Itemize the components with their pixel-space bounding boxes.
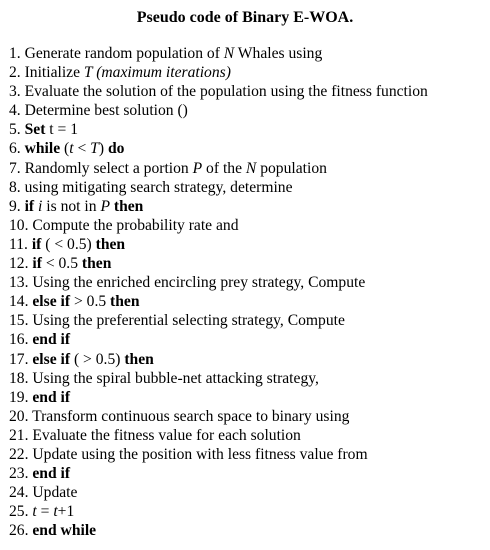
line-text: 24. Update xyxy=(9,484,78,502)
pseudocode-line-8 xyxy=(9,178,490,197)
keyword: end if xyxy=(32,465,71,483)
pseudocode-line-12 xyxy=(9,254,490,273)
pseudocode-line-26 xyxy=(9,521,490,540)
pseudocode-line-7 xyxy=(9,159,490,178)
line-text: 21. Evaluate the fitness value for each solution xyxy=(9,426,301,444)
pseudocode-line-9 xyxy=(9,197,490,216)
pseudocode-line-6 xyxy=(9,139,490,158)
math-symbol: T xyxy=(90,140,99,158)
line-text: 18. Using the spiral bubble-net attacking strategy, xyxy=(9,369,319,387)
math-symbol: t xyxy=(53,503,58,521)
math-symbol: t xyxy=(69,140,74,158)
line-text: 10. Compute the probability rate and xyxy=(9,216,239,234)
keyword: then xyxy=(95,235,126,253)
line-text: 6. xyxy=(9,140,25,158)
line-text: 22. Update using the position with less fitness value from xyxy=(9,445,368,463)
line-text: t = 1 xyxy=(45,121,79,139)
keyword: then xyxy=(124,350,154,368)
keyword: if xyxy=(31,235,42,253)
line-text: 1. Generate random population of xyxy=(9,45,224,62)
keyword: else if xyxy=(32,293,71,311)
line-text: 23. xyxy=(9,465,33,483)
keyword: then xyxy=(110,293,140,311)
line-text: 11. xyxy=(9,235,32,253)
pseudocode-line-16 xyxy=(9,330,490,349)
pseudocode-line-21 xyxy=(9,426,490,445)
pseudocode-line-10 xyxy=(9,216,490,235)
line-text: 7. Randomly select a portion xyxy=(9,159,193,177)
keyword: end if xyxy=(32,388,71,406)
line-text: 17. xyxy=(9,350,33,368)
line-text: ( < 0.5) xyxy=(41,235,96,253)
line-text: 9. xyxy=(9,197,25,215)
line-text: 16. xyxy=(9,331,33,349)
line-text: 12. xyxy=(9,255,33,273)
line-text: of the xyxy=(202,159,246,177)
keyword: end if xyxy=(32,331,71,349)
keyword: end while xyxy=(32,522,97,540)
pseudocode-line-24 xyxy=(9,483,490,502)
line-text: ( xyxy=(60,140,70,158)
pseudocode-line-20 xyxy=(9,407,490,426)
math-symbol: i xyxy=(38,197,43,215)
math-symbol: N xyxy=(245,159,257,177)
keyword: if xyxy=(32,255,42,273)
math-symbol: N xyxy=(223,45,235,62)
line-text: < 0.5 xyxy=(41,255,82,273)
keyword: if xyxy=(24,197,35,215)
pseudocode-line-5 xyxy=(9,120,490,139)
pseudocode-line-2 xyxy=(9,63,490,82)
line-text: 2. Initialize xyxy=(9,64,84,82)
pseudocode-line-1 xyxy=(9,44,490,63)
keyword: else if xyxy=(32,350,71,368)
keyword: do xyxy=(107,140,125,158)
line-text: 14. xyxy=(9,293,33,311)
line-text: > 0.5 xyxy=(70,293,111,311)
line-text: < xyxy=(73,140,91,158)
pseudocode-line-19 xyxy=(9,388,490,407)
line-text: ( > 0.5) xyxy=(70,350,125,368)
line-text: ) xyxy=(98,140,108,158)
math-symbol: T (maximum iterations) xyxy=(83,64,231,82)
pseudocode-line-3 xyxy=(9,82,490,101)
pseudocode-line-17 xyxy=(9,350,490,369)
line-text: 8. using mitigating search strategy, determine xyxy=(9,178,293,196)
math-symbol: P xyxy=(100,197,110,215)
line-text: Whales using xyxy=(234,45,323,62)
line-text: +1 xyxy=(57,503,75,521)
pseudocode-line-23 xyxy=(9,464,490,483)
math-symbol: t xyxy=(32,503,37,521)
pseudocode-line-4 xyxy=(9,101,490,120)
pseudocode-lines xyxy=(9,44,490,540)
figure-title: Pseudo code of Binary E-WOA. xyxy=(136,9,354,26)
line-text: 19. xyxy=(9,388,33,406)
line-text: 20. Transform continuous search space to binary using xyxy=(9,407,350,425)
math-symbol: P xyxy=(192,159,203,177)
pseudocode-line-14 xyxy=(9,292,490,311)
line-text: is not in xyxy=(42,197,101,215)
pseudocode-line-22 xyxy=(9,445,490,464)
line-text: 26. xyxy=(9,522,33,540)
line-text: 15. Using the preferential selecting strategy, Compute xyxy=(9,312,345,330)
line-text: 4. Determine best solution () xyxy=(9,102,188,120)
line-text: 25. xyxy=(9,503,33,521)
keyword: Set xyxy=(24,121,46,139)
line-text: 5. xyxy=(9,121,25,139)
line-text: 13. Using the enriched encircling prey strategy, Compute xyxy=(9,274,366,292)
keyword: then xyxy=(81,255,112,273)
line-text: = xyxy=(36,503,54,521)
line-text: population xyxy=(256,159,327,177)
pseudocode-line-25 xyxy=(9,502,490,521)
keyword: while xyxy=(24,140,61,158)
keyword: then xyxy=(113,197,144,215)
line-text: 3. Evaluate the solution of the population using the fitness function xyxy=(9,83,428,101)
pseudocode-line-13 xyxy=(9,273,490,292)
pseudocode-line-11 xyxy=(9,235,490,254)
pseudocode-line-15 xyxy=(9,311,490,330)
pseudocode-line-18 xyxy=(9,369,490,388)
